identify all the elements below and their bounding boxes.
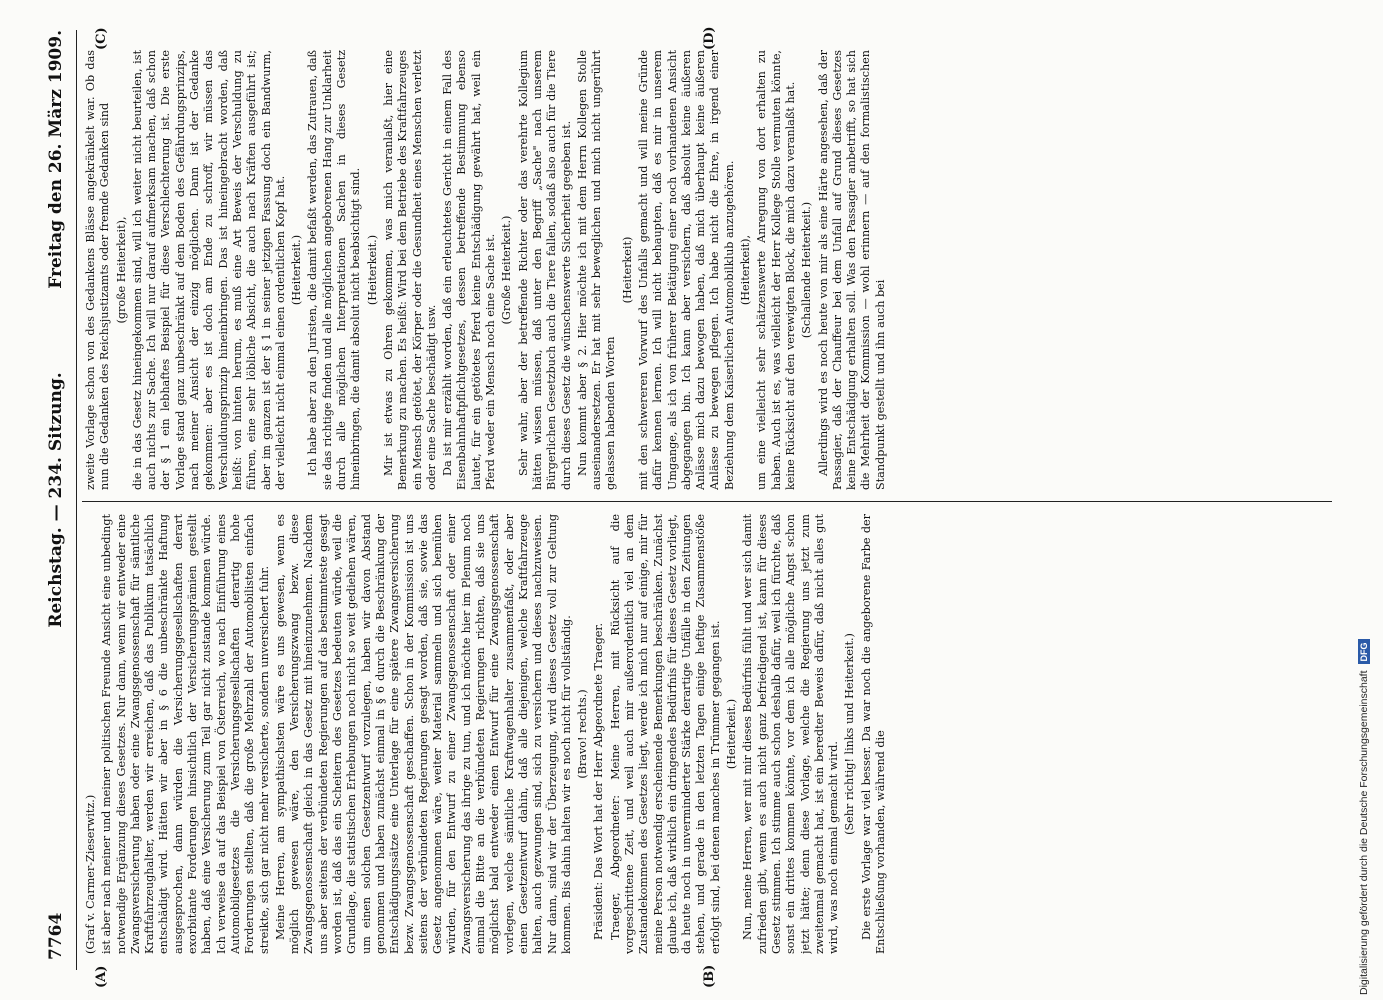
paragraph: Nun kommt aber § 2. Hier möchte ich mit dem Herrn Kollegen Stolle auseinandersetzen. Er hat mit sehr beweglichen und mich nicht ungerührt gelassen habenden Worten (575, 50, 618, 490)
left-column (84, 514, 1324, 954)
interjection: (Heiterkeit), (739, 234, 753, 306)
header-title: Reichstag. — 234. Sitzung. (46, 372, 66, 628)
paragraph: die in das Gesetz hineingekommen sind, will ich weiter nicht beurteilen, ist auch nichts zur Sache. Ich will nur darauf aufmerksam machen, daß schon der § 1 ein lebhaftes Beispiel für diese Verschlechterung ist. Die erste Vorlage stand ganz unbeschränkt auf dem Boden des Gefährdungsprinzips, nach meiner Ansicht der einzig möglichen. Dann ist der Gedanke gekommen: aber es ist doch am Ende zu schroff, wir müssen das Verschuldungsprinzip hineinbringen. Das ist hineingebracht worden, daß heißt: von hinten herum, es muß eine Art Beweis der Verschuldung zu führen, eine sehr löbliche Absicht, die auch nach Kräften ausgeführt ist; aber im ganzen ist der § 1 in seiner jetzigen Fassung doch ein Bandwurm, der vielleicht nicht einmal einen ordentlichen Kopf hat. (130, 50, 287, 490)
interjection: (Große Heiterkeit.) (500, 215, 514, 325)
column-divider (82, 501, 1332, 502)
dfg-logo: DFG (1358, 639, 1370, 664)
interjection: (große Heiterkeit), (114, 216, 128, 324)
margin-mark-a: (A) (94, 965, 109, 988)
page-header (46, 20, 72, 980)
margin-mark-d: (D) (702, 26, 717, 50)
paragraph: Mir ist etwas zu Ohren gekommen, was mich veranlaßt, hier eine Bemerkung zu machen. Es heißt: Wird bei dem Betriebe des Kraftfahrzeuges ein Mensch getötet, der Körper oder die Gesundheit eines Menschen verletzt oder eine Sache beschädigt usw. (381, 50, 438, 490)
paragraph: mit den schwereren Vorwurf des Unfalls gemacht und will meine Gründe dafür kennen lernen. Ich will nicht behaupten, daß es mir in unserem Umgange, als ich von früherer Betätigung einer noch vorhandenen Ansicht abgegangen bin. Ich kann aber versichern, daß absolut keine äußeren Anlässe mich dazu bewogen haben, daß mich überhaupt keine äußeren Anlässe zu bewegen pflegen. Ich habe nicht die Ehre, in irgend einer Beziehung dem Kaiserlichen Automobilklub anzugehören. (636, 50, 736, 490)
rotated-page-content (12, 20, 1332, 988)
interjection: (Sehr richtig! links und Heiterkeit.) (843, 633, 857, 835)
header-date: Freitag den 26. März 1909. (46, 30, 66, 289)
paragraph: ist aber nach meiner und meiner politischen Freunde Ansicht eine unbedingt notwendige Ergänzung dieses Gesetzes. Nur dann, wenn wir entweder eine Zwangsversicherung haben oder eine Zwangsgenossenschaft für sämtliche Kraftfahrzeughalter, werden wir erreichen, daß das Publikum tatsächlich entschädigt wird. Hätten wir aber in § 6 die unbeschränkte Haftung ausgesprochen, dann würden die Versicherungsgesellschaften derart exorbitante Forderungen hinsichtlich der Versicherungsprämien gestellt haben, daß eine Versicherung zum Teil gar nicht zustande kommen würde. Ich verweise da auf das Beispiel von Österreich, wo nach Einführung eines Automobilgesetzes die Versicherungsgesellschaften derartig hohe Forderungen stellten, daß die große Mehrzahl der Automobilisten einfach streikte, sich gar nicht mehr versicherte, sondern unversichert fuhr. (100, 514, 271, 954)
paragraph: Präsident: Das Wort hat der Herr Abgeordnete Traeger. (592, 622, 606, 940)
speaker-ref: (Graf v. Carmer-Zieserwitz.) (84, 794, 97, 954)
paragraph: Sehr wahr, aber der betreffende Richter oder das verehrte Kollegium hätten wissen müssen, daß unter den Begriff „Sache" nach unserem Bürgerlichen Gesetzbuch auch die Tiere fallen, sodaß also auch für die Tiere durch dieses Gesetz die wünschenswerte Sicherheit gegeben ist. (516, 50, 573, 490)
paragraph: Die erste Vorlage war viel besser. Da war noch die angeborene Farbe der Entschließung vorhanden, während die (859, 514, 888, 954)
page-number: 7764 (46, 912, 66, 960)
paragraph: Ich habe aber zu den Juristen, die damit befaßt werden, das Zutrauen, daß sie das richtige finden und alle möglichen angeborenen Hang zur Unklarheit durch alle möglichen Interpretationen Sachen in dieses Gesetz hineinbringen, die damit absolut nicht beabsichtigt sind. (306, 50, 363, 490)
interjection: (Schallende Heiterkeit.) (800, 201, 814, 339)
interjection: (Heiterkeit.) (290, 234, 304, 306)
interjection: (Bravo! rechts.) (576, 689, 590, 779)
margin-mark-b: (B) (702, 964, 717, 988)
paragraph: Meine Herren, am sympathischsten wäre es uns gewesen, wenn es möglich gewesen wäre, den Versicherungszwang bezw. diese Zwangsgenossenschaft gleich in das Gesetz mit hineinzunehmen. Nachdem uns aber seitens der verbündeten Regierungen auf das bestimmteste gesagt worden ist, daß das ein Scheitern des Gesetzes bedeuten würde, weil die Grundlage, die statistischen Erhebungen noch nicht so weit gediehen wären, um einen solchen Gesetzentwurf vorzulegen, haben wir davon Abstand genommen und haben zunächst einmal in § 6 durch die Beschränkung der Entschädigungssätze eine Unterlage für eine spätere Zwangsversicherung bezw. Zwangsgenossenschaft geschaffen. Schon in der Kommission ist uns seitens der verbündeten Regierungen gesagt worden, daß sie, sowie das Gesetz angenommen wäre, weiter Material sammeln und sich bemühen würden, für den Entwurf zu einer Zwangsgenossenschaft oder einer Zwangsversicherung das ihrige zu tun, und ich möchte hier im Plenum noch einmal die Bitte an die verbündeten Regierungen richten, daß sie uns möglichst bald entweder einen Entwurf für eine Zwangsgenossenschaft vorlegen, welche sämtliche Kraftwagenhalter zusammenfaßt, oder aber einen Gesetzentwurf dahin, daß alle diejenigen, welche Kraftfahrzeuge halten, auch gezwungen sind, sich zu versichern und dieses nachzuweisen. Nur dann, sind wir der Überzeugung, wird dieses Gesetz voll zur Geltung kommen. Bis dahin halten wir es noch nicht für vollständig. (273, 514, 573, 954)
paragraph: Allerdings wird es noch heute von mir als eine Härte angesehen, daß der Passagier, daß der Chauffeur bei dem Unfall auf Grund dieses Gesetzes keine Entschädigung erhalten soll. Was den Passagier anbetrifft, so hat sich die Mehrheit der Kommission — wohl erinnern — auf den formalistischen Standpunkt gestellt und ihn auch bei (816, 50, 887, 490)
margin-mark-c: (C) (94, 27, 109, 50)
digitization-text: Digitalisierung gefördert durch die Deutsche Forschungsgemeinschaft (1358, 670, 1370, 995)
paragraph: zweite Vorlage schon von des Gedankens Blässe angekränkelt war. Ob das nun die Gedanken des Reichsjustizamts oder fremde Gedanken sind (84, 50, 112, 490)
interjection: (Heiterkeit.) (725, 698, 739, 770)
paragraph: Nun, meine Herren, wer mit mir dieses Bedürfnis fühlt und wer sich damit zufrieden gibt, wenn es auch nicht ganz befriedigend ist, kann für dieses Gesetz stimmen. Ich stimme auch schon deshalb dafür, weil ich fürchte, daß sonst ein drittes kommen könnte, vor dem ich alle mögliche Angst schon jetzt hätte; denn diese Vorlage, welche die Regierung uns jetzt zum zweitenmal gemacht hat, ist ein beredter Beweis dafür, daß nicht alles gut wird, was noch einmal gemacht wird. (741, 514, 841, 954)
paragraph: Da ist mir erzählt worden, daß ein erleuchtetes Gericht in einem Fall des Eisenbahnhaftpflichtgesetzes, dessen betreffende Bestimmung ebenso lautet, für ein getötetes Pferd keine Entschädigung gewährt hat, weil ein Pferd weder ein Mensch noch eine Sache ist. (441, 50, 498, 490)
right-column (84, 50, 1324, 490)
header-rule (76, 30, 77, 970)
interjection: (Heiterkeit.) (365, 234, 379, 306)
digitization-note (1358, 0, 1370, 995)
paragraph: um eine vielleicht sehr schätzenswerte Anregung von dort erhalten zu haben. Auch ist es, was vielleicht der Herr Kollege Stolle vermuten könnte, keine Rücksicht auf den verewigten Block, die mich dazu veranlaßt hat. (755, 50, 797, 490)
interjection: (Heiterkeit) (620, 236, 634, 304)
paragraph: Traeger, Abgeordneter: Meine Herren, mit Rücksicht auf die vorgeschrittene Zeit, und weil auch mir außerordentlich viel an dem Zustandekommen des Gesetzes liegt, werde ich mich nur auf einige, mir für meine Person notwendig erscheinende Bemerkungen beschränken. Zunächst glaube ich, daß wirklich ein dringendes Bedürfnis für dieses Gesetz vorliegt, da heute noch in unverminderter Stärke derartige Unfälle in den Zeitungen stehen, und gerade in den letzten Tagen einige heftige Zusammenstöße erfolgt sind, bei denen manches in Trümmer gegangen ist. (608, 514, 722, 954)
